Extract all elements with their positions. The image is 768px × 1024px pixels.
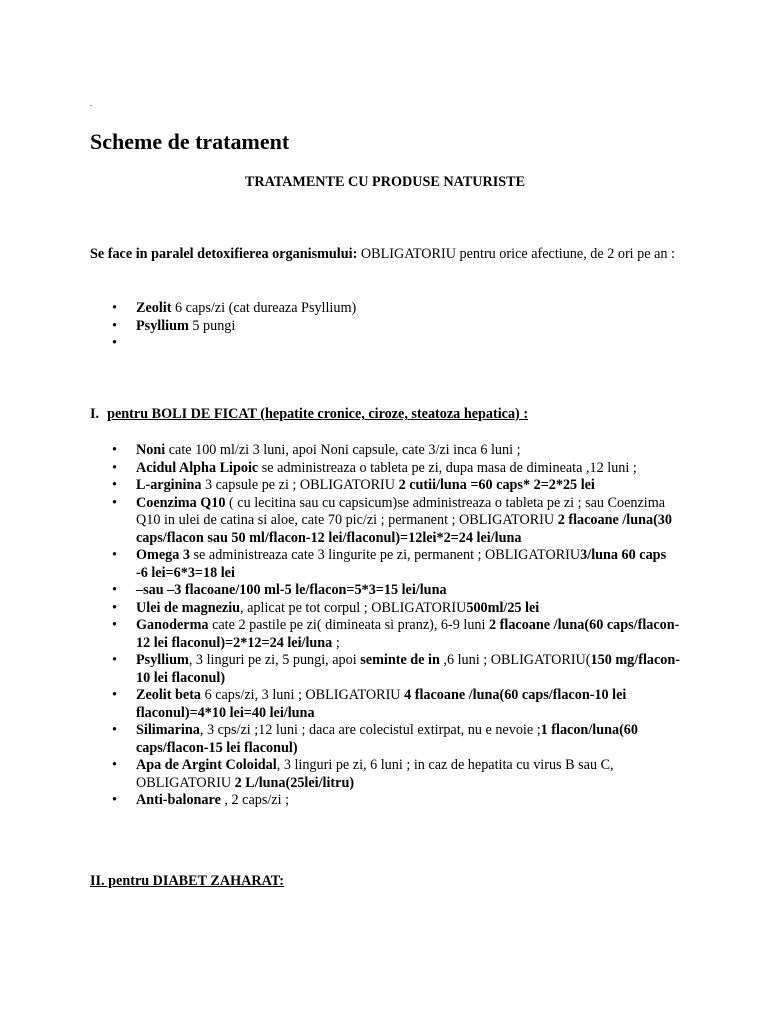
page-title: Scheme de tratament (90, 129, 290, 154)
item-bold: Psyllium (136, 652, 189, 668)
item-text: , 3 linguri pe zi, 5 pungi, apoi (188, 652, 361, 668)
item-bold: Psyllium (136, 317, 189, 334)
item-text: , 2 caps/zi ; (220, 792, 290, 808)
detox-list (90, 300, 680, 353)
intro-text: OBLIGATORIU pentru orice afectiune, de 2 ori pe an : (357, 246, 675, 262)
bullet-icon: • (112, 317, 117, 334)
item-text: ,6 luni ; OBLIGATORIU( (439, 652, 591, 668)
item-text: se administreaza o tableta pe zi, dupa masa de dimineata ,12 luni ; (258, 459, 637, 476)
treatment-item (90, 617, 680, 652)
item-bold: Ulei de magneziu (136, 599, 241, 616)
treatment-item (90, 722, 680, 757)
treatment-item (90, 582, 680, 600)
bullet-icon: • (112, 757, 117, 773)
item-bold: L-arginina (136, 477, 202, 493)
item-bold: Acidul Alpha Lipoic (136, 459, 259, 476)
bullet-icon: • (112, 652, 117, 668)
item-bold: Coenzima Q10 (136, 494, 226, 511)
treatment-item (90, 757, 680, 792)
bullet-icon: • (112, 335, 117, 351)
bullet-icon: • (112, 582, 117, 598)
page-subtitle: TRATAMENTE CU PRODUSE NATURISTE (244, 174, 526, 190)
section-heading-2: II. pentru DIABET ZAHARAT: (90, 873, 284, 889)
treatment-item (90, 600, 680, 618)
item-text: 5 pungi (188, 317, 236, 334)
treatment-item (90, 792, 680, 810)
treatment-item (90, 547, 680, 582)
item-bold: Apa de Argint Coloidal (136, 757, 277, 773)
item-bold: 1 flacon/luna(60 caps/flacon-15 lei flaconul) (136, 722, 638, 756)
item-text: , aplicat pe tot corpul ; OBLIGATORIU (240, 599, 467, 616)
bullet-icon: • (112, 494, 117, 511)
item-bold: 2 flacoane /luna(60 caps/flacon-12 lei flaconul)=2*12=24 lei/luna (136, 617, 680, 651)
item-bold: seminte de in (360, 652, 440, 668)
bullet-icon: • (112, 687, 117, 703)
item-bold: 500ml/25 lei (466, 599, 540, 616)
item-bold: Zeolit beta (136, 687, 202, 703)
intro-bold: Se face in paralel detoxifierea organismului: (90, 246, 358, 262)
section-label: pentru BOLI DE FICAT (hepatite cronice, ciroze, steatoza hepatica) : (107, 406, 529, 422)
item-bold: Silimarina (136, 722, 200, 738)
bullet-icon: • (112, 722, 117, 738)
bullet-icon: • (112, 442, 117, 458)
bullet-icon: • (112, 617, 117, 633)
item-bold: 2 cutii/luna =60 caps* 2=2*25 lei (398, 477, 595, 493)
bullet-icon: • (112, 547, 117, 563)
item-bold: Ganoderma (136, 617, 209, 633)
item-text: , 3 linguri pe zi, 6 luni ; in caz de hepatita cu virus B sau C, OBLIGATORIU (136, 757, 614, 791)
item-bold: 3/luna 60 caps -6 lei=6*3=18 lei (136, 547, 667, 581)
item-bold: 2 flacoane /luna(30 caps/flacon sau 50 ml/flacon-12 lei/flaconul)=12lei*2=24 lei/luna (136, 512, 672, 546)
section-heading-1 (90, 406, 680, 424)
liver-treatment-list (90, 442, 680, 810)
item-text: 3 capsule pe zi ; OBLIGATORIU (201, 477, 399, 493)
item-bold: Omega 3 (136, 547, 190, 563)
list-item (90, 335, 680, 353)
treatment-item (90, 495, 680, 548)
item-text: cate 100 ml/zi 3 luni, apoi Noni capsule, cate 3/zi inca 6 luni ; (165, 442, 521, 458)
list-item (90, 300, 680, 318)
intro-paragraph (90, 246, 680, 264)
item-bold: 4 flacoane /luna(60 caps/flacon-10 lei flaconul)=4*10 lei=40 lei/luna (136, 687, 627, 721)
item-text: ( cu lecitina sau cu capsicum)se administreaza o tableta pe zi ; sau Coenzima Q10 in ulei de catina si aloe, cate 70 pic/zi ; permanent ; OBLIGATORIU (136, 494, 666, 528)
list-item (90, 318, 680, 336)
bullet-icon: • (112, 477, 117, 493)
item-text: , 3 cps/zi ;12 luni ; daca are colecistul extirpat, nu e nevoie ; (199, 722, 541, 738)
item-text: 6 caps/zi, 3 luni ; OBLIGATORIU (201, 687, 405, 703)
item-bold: –sau –3 flacoane/100 ml-5 le/flacon=5*3=15 lei/luna (136, 582, 447, 598)
treatment-item (90, 652, 680, 687)
item-text: se administreaza cate 3 lingurite pe zi, permanent ; OBLIGATORIU (189, 547, 581, 563)
treatment-item (90, 477, 680, 495)
bullet-icon: • (112, 599, 117, 616)
item-text: 6 caps/zi (cat dureaza Psyllium) (171, 300, 357, 316)
treatment-item (90, 442, 680, 460)
item-text: cate 2 pastile pe zi( dimineata si pranz), 6-9 luni (208, 617, 490, 633)
item-bold: Anti-balonare (136, 792, 221, 808)
bullet-icon: • (112, 792, 117, 808)
item-bold: 150 mg/flacon-10 lei flaconul) (136, 652, 680, 686)
section-number: I. (90, 406, 100, 422)
item-text: ; (332, 634, 340, 651)
item-bold: Zeolit (136, 300, 172, 316)
bullet-icon: • (112, 459, 117, 476)
stray-dot: . (90, 99, 92, 108)
bullet-icon: • (112, 300, 117, 316)
item-bold: 2 L/luna(25lei/litru) (234, 774, 355, 791)
treatment-item (90, 687, 680, 722)
treatment-item (90, 460, 680, 478)
item-bold: Noni (136, 442, 166, 458)
